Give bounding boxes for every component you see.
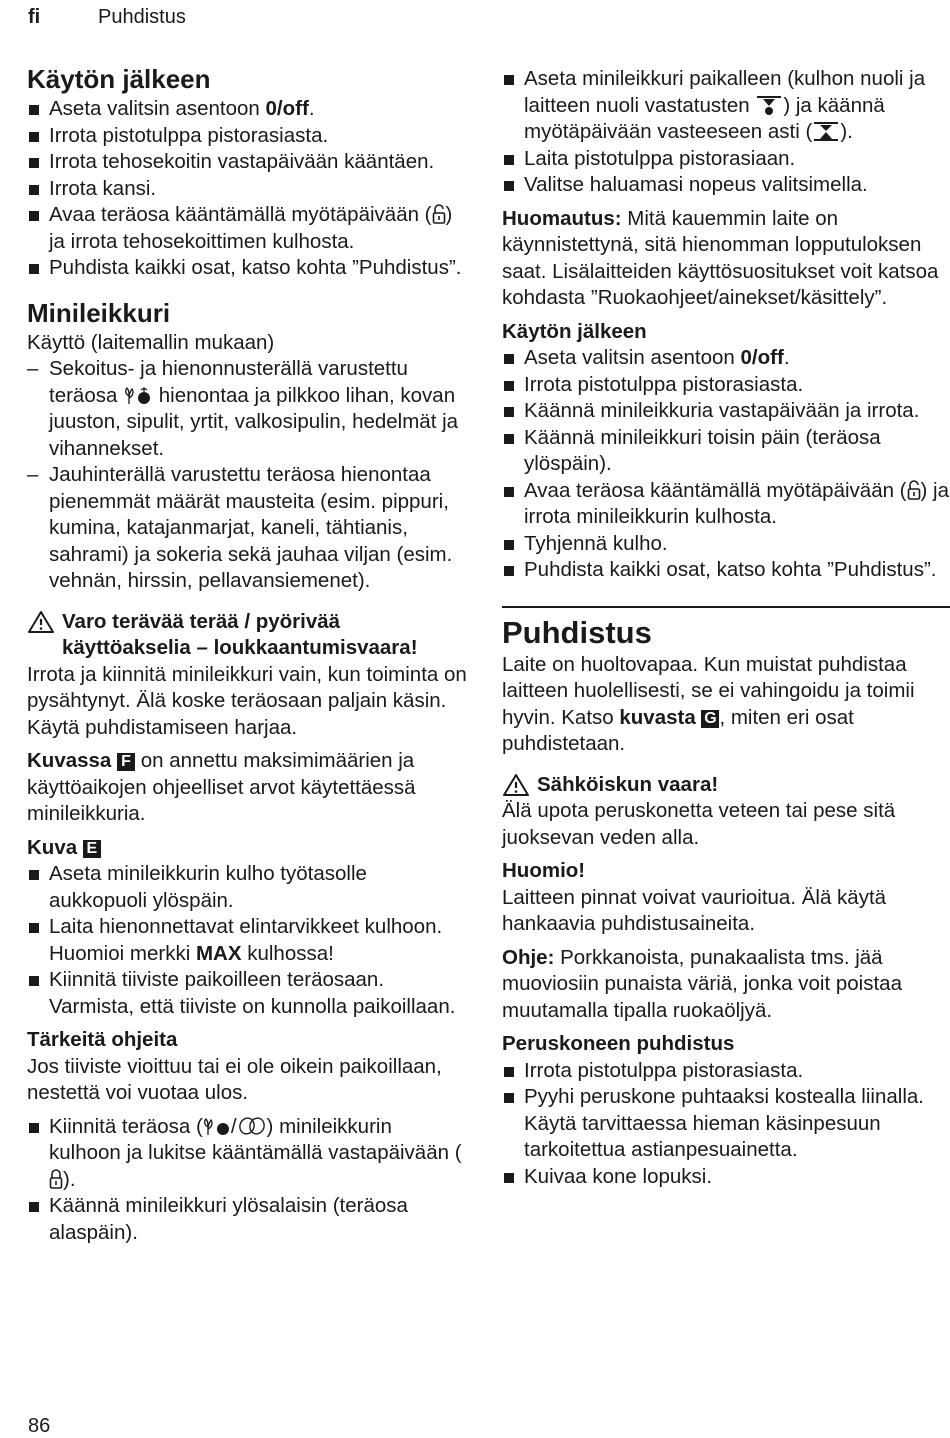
list-item: Tyhjennä kulho. — [502, 531, 950, 558]
after-use-list — [27, 96, 467, 282]
list-item: Aseta valitsin asentoon 0/off. — [27, 96, 467, 123]
figure-g-label: G — [701, 710, 719, 728]
caution-heading: Huomio! — [502, 859, 586, 882]
list-item: Käännä minileikkuri ylösalaisin (teräosa alaspäin). — [27, 1193, 467, 1246]
unlock-icon — [432, 203, 446, 225]
list-item: Irrota pistotulppa pistorasiasta. — [502, 372, 950, 399]
warning-block — [27, 609, 467, 662]
after-use-heading-right: Käytön jälkeen — [502, 319, 647, 343]
list-item: Valitse haluamasi nopeus valitsimella. — [502, 172, 950, 199]
after-use-list-right — [502, 345, 950, 584]
usage-list — [27, 356, 467, 595]
warning-text: Irrota ja kiinnitä minileikkuri vain, kun toiminta on pysähtynyt. Älä koske teräosaan paljain käsin. Käytä puhdistamiseen harjaa. — [27, 662, 467, 739]
important-text: Jos tiiviste vioittuu tai ei ole oikein paikoillaan, nestettä voi vuotaa ulos. — [27, 1054, 442, 1104]
list-item: Avaa teräosa kääntämällä myötäpäivään ( ) ja irrota minileikkurin kulhosta. — [502, 478, 950, 531]
note-paragraph: Huomautus: Mitä kauemmin laite on käynnistettynä, sitä hienomman lopputuloksen saat. Lisälaitteiden käyttösuositukset voit katsoa kohdasta ”Ruokaohjeet/ainekset/käsittely”. — [502, 206, 939, 309]
tip-paragraph: Ohje: Porkkanoista, punakaalista tms. jää muoviosiin punaista väriä, jonka voit poistaa muutamalla tipalla ruokaöljyä. — [502, 945, 902, 1022]
list-item: Puhdista kaikki osat, katso kohta ”Puhdistus”. — [502, 557, 950, 584]
list-item: – Sekoitus- ja hienonnusterällä varustettu teräosa hienontaa ja pilkkoo lihan, kovan juuston, sipulit, yrtit, valkosipulin, hedelmät ja vihannekset. — [27, 356, 467, 462]
page-header — [28, 6, 186, 29]
list-item: Kuivaa kone lopuksi. — [502, 1164, 950, 1191]
warning-icon — [502, 773, 530, 797]
shock-warning-block — [502, 772, 950, 799]
caution-text: Laitteen pinnat voivat vaurioitua. Älä käytä hankaavia puhdistusaineita. — [502, 885, 887, 935]
list-item: Laita pistotulppa pistorasiaan. — [502, 146, 950, 173]
list-item: Kiinnitä teräosa ( / ) minileikkurin kulhoon ja lukitse kääntämällä vastapäivään (). — [27, 1114, 467, 1194]
shock-warning-title: Sähköiskun vaara! — [537, 772, 719, 796]
mount-list — [502, 66, 950, 199]
list-item: Aseta minileikkuri paikalleen (kulhon nuoli ja laitteen nuoli vastatusten ) ja käännä myötäpäivään vasteeseen asti ( ). — [502, 66, 950, 146]
chopping-blade-icon — [123, 384, 153, 406]
list-item: Laita hienonnettavat elintarvikkeet kulhoon. Huomioi merkki MAX kulhossa! — [27, 914, 467, 967]
list-item: Aseta valitsin asentoon 0/off. — [502, 345, 950, 372]
left-column — [27, 62, 467, 1246]
figure-e-label: E — [83, 840, 101, 858]
page-number: 86 — [28, 1415, 51, 1437]
important-heading: Tärkeitä ohjeita — [27, 1028, 178, 1051]
unlock-icon — [907, 479, 921, 501]
list-item: Pyyhi peruskone puhtaaksi kostealla liinalla. Käytä tarvittaessa hieman käsinpesuun tarkoitettua astianpesuainetta. — [502, 1084, 950, 1164]
list-item: Puhdista kaikki osat, katso kohta ”Puhdistus”. — [27, 255, 467, 282]
warning-title: Varo terävää terää / pyörivää käyttöakselia – loukkaantumisvaara! — [62, 609, 418, 659]
base-cleaning-list — [502, 1058, 950, 1191]
attach-list — [27, 1114, 467, 1247]
section-divider — [502, 606, 950, 608]
usage-subtitle: Käyttö (laitemallin mukaan) — [27, 330, 275, 354]
figure-e-heading: Kuva E — [27, 835, 467, 862]
figure-f-paragraph: Kuvassa F on annettu maksimimäärien ja käyttöaikojen ohjeelliset arvot käytettäessä minileikkuria. — [27, 749, 416, 825]
figure-e-list — [27, 861, 467, 1020]
list-item: Aseta minileikkurin kulho työtasolle aukkopuoli ylöspäin. — [27, 861, 467, 914]
list-item: Irrota kansi. — [27, 176, 467, 203]
lock-icon — [49, 1168, 63, 1190]
figure-f-label: F — [117, 753, 135, 771]
language-code: fi — [28, 6, 41, 28]
chopping-blade-icon — [203, 1115, 231, 1137]
cleaning-heading: Puhdistus — [502, 614, 652, 650]
list-item: Irrota pistotulppa pistorasiasta. — [502, 1058, 950, 1085]
warning-icon — [27, 610, 55, 634]
arrows-locked-icon — [812, 120, 840, 142]
cleaning-intro: Laite on huoltovapaa. Kun muistat puhdistaa laitteen huolellisesti, se ei vahingoidu ja toimii hyvin. Katso kuvasta G , miten eri osat puhdistetaan. — [502, 652, 915, 755]
list-item: Käännä minileikkuri toisin päin (teräosa ylöspäin). — [502, 425, 950, 478]
shock-warning-text: Älä upota peruskonetta veteen tai pese sitä juoksevan veden alla. — [502, 799, 896, 849]
arrows-facing-icon — [755, 94, 783, 116]
list-item: Avaa teräosa kääntämällä myötäpäivään ( ) ja irrota tehosekoittimen kulhosta. — [27, 202, 467, 255]
minileikkuri-heading: Minileikkuri — [27, 297, 171, 328]
after-use-heading: Käytön jälkeen — [27, 64, 211, 94]
list-item: Irrota tehosekoitin vastapäivään kääntäen. — [27, 149, 467, 176]
list-item: Kiinnitä tiiviste paikoilleen teräosaan. Varmista, että tiiviste on kunnolla paikoillaan. — [27, 967, 467, 1020]
list-item: Irrota pistotulppa pistorasiasta. — [27, 123, 467, 150]
grinding-blade-icon — [237, 1115, 267, 1137]
header-title: Puhdistus — [98, 6, 186, 28]
base-cleaning-heading: Peruskoneen puhdistus — [502, 1032, 735, 1055]
list-item: Käännä minileikkuria vastapäivään ja irrota. — [502, 398, 950, 425]
right-column — [502, 66, 950, 1190]
list-item: – Jauhinterällä varustettu teräosa hienontaa pienemmät määrät mausteita (esim. pippuri, kumina, katajanmarjat, kaneli, tähtianis, sahrami) ja sokeria sekä jauhaa viljan (esim. vehnän, hirssin, pellavansiemenet). — [27, 462, 467, 595]
